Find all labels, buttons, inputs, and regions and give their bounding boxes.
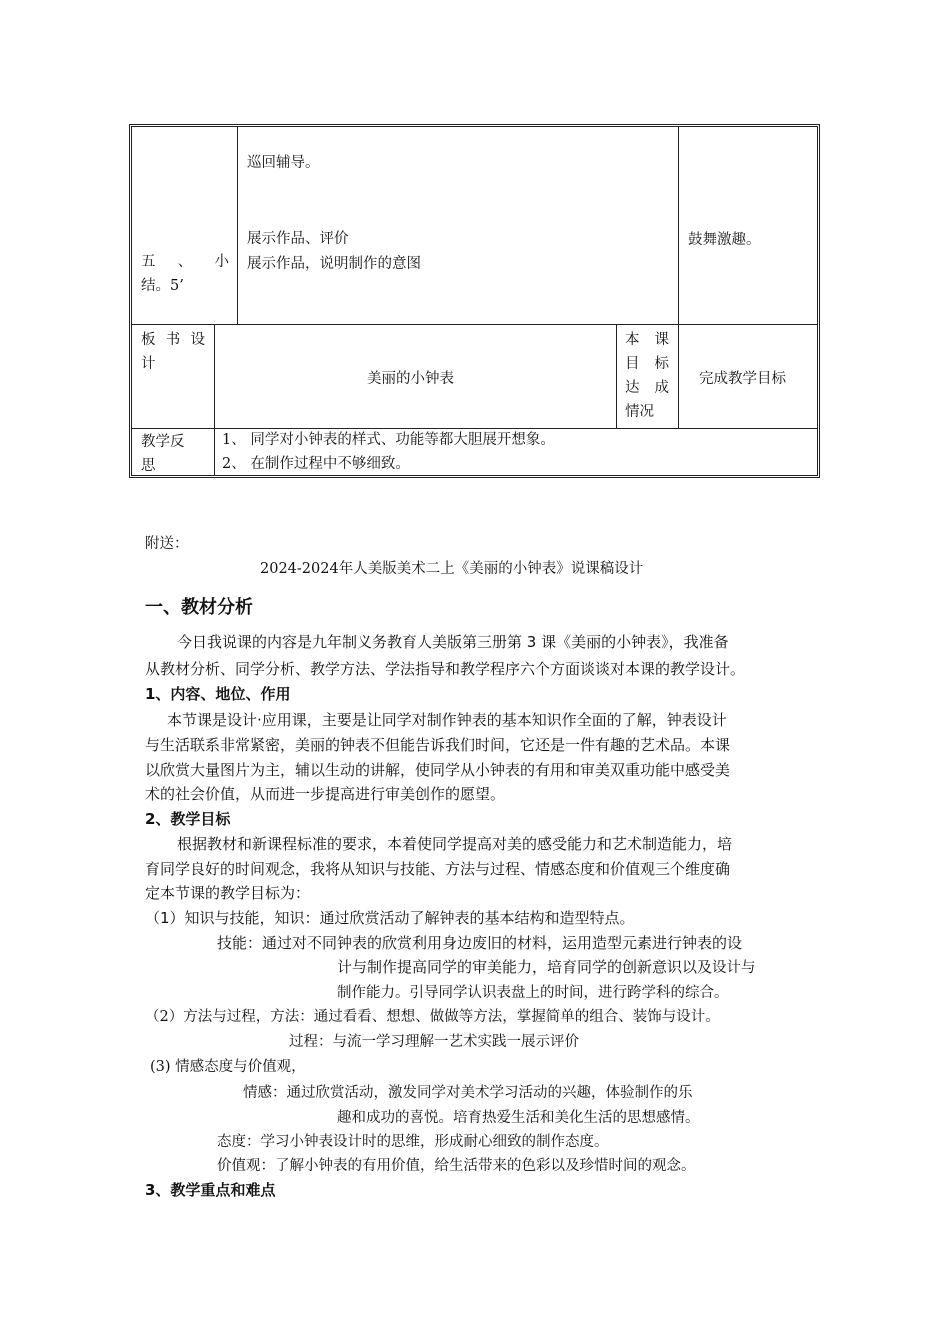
reflection-label-line-2: 思 [141, 458, 156, 474]
stage-line-1 [141, 250, 229, 274]
table-col-divider [678, 324, 679, 428]
goal-skill-text: 计与制作提高同学的审美能力，培育同学的创新意识以及 [337, 958, 713, 976]
label-char: 板 [141, 332, 156, 348]
stage-char: 小 [214, 254, 229, 270]
table-col-divider [678, 127, 679, 324]
goal-emotion-continued: 趣和成功的喜悦。培育热爱生活和美化生活的思想感情。 [337, 1110, 700, 1126]
paragraph-line: 定本节课的教学目标为： [145, 884, 311, 902]
paragraph-line: 术的社会价值，从而进一步提高进行审美创作的愿望。 [145, 785, 506, 803]
label-char: 书 [165, 332, 181, 348]
intro-line: 今日我说课的内容是九年制义务教育人美版第三册第 3 课《美丽的小钟表》，我准备 [177, 633, 729, 651]
reflection-label-line-1: 教学反 [141, 434, 185, 450]
paragraph-line: 本节课是设计·应用课，主要是让同学对制作钟表的基本知识作全面的了解，钟表设计 [167, 711, 727, 729]
board-content: 美丽的小钟表 [367, 371, 454, 387]
goal-emotion: 情感：通过欣赏活动，激发同学对美术学习活动的兴趣，体验制作的乐 [243, 1085, 693, 1101]
board-label-line-2: 计 [141, 356, 156, 372]
goal-label [625, 328, 669, 424]
goal-process: 过程：与流一学习理解一艺术实践一展示评价 [289, 1034, 579, 1050]
table-row-divider [132, 324, 817, 325]
reflection-item: 2、 在制作过程中不够细致。 [222, 456, 410, 472]
paragraph-line: 根据教材和新课程标准的要求，本着使同学提高对美的感受能力和艺术制造能力，培 [177, 835, 733, 853]
subheading-content: 1、内容、地位、作用 [145, 685, 291, 703]
paragraph-line: 与生活联系非常紧密，美丽的钟表不但能告诉我们时间，它还是一件有趣的艺术品。本课 [145, 736, 731, 754]
subheading-goals: 2、教学目标 [145, 810, 231, 828]
label-char: 课 [654, 332, 669, 348]
goal-skill-continued [337, 956, 756, 977]
goal-result: 完成教学目标 [699, 371, 786, 387]
stage-char: 、 [177, 254, 193, 270]
activity-show-evaluate: 展示作品、评价 [247, 231, 349, 247]
lesson-plan-table [129, 124, 820, 478]
goal-label-line [625, 376, 669, 400]
design-intent: 鼓舞激趣。 [688, 232, 761, 248]
goal-skill-continued: 制作能力。引导同学认识表盘上的时间，进行跨学科的综合。 [337, 985, 729, 1001]
paragraph-line: 育同学良好的时间观念，我将从知识与技能、方法与过程、情感态度和价值观三个维度确 [145, 860, 731, 878]
goal-method: （2）方法与过程，方法：通过看看、想想、做做等方法，掌握简单的组合、装饰与设计。 [145, 1009, 720, 1025]
goal-skill: 技能：通过对不同钟表的欣赏利用身边废旧的材料，运用造型元素进行钟表的设 [217, 934, 743, 952]
appendix-label: 附送： [145, 536, 189, 552]
section-heading: 一、教材分析 [145, 597, 253, 618]
table-col-divider [237, 127, 238, 324]
activity-show-explain: 展示作品，说明制作的意图 [247, 256, 421, 272]
board-design-label [141, 328, 205, 376]
goal-attitude: 态度：学习小钟表设计时的思维，形成耐心细致的制作态度。 [217, 1134, 609, 1150]
paragraph-line: 以欣赏大量图片为主，辅以生动的讲解，使同学从小钟表的有用和审美双重功能中感受美 [145, 761, 731, 779]
stage-line-2: 结。5’ [141, 278, 184, 294]
stage-cell [141, 250, 229, 298]
label-char: 标 [654, 356, 669, 372]
reflection-label [141, 430, 185, 478]
label-char: 达 [625, 380, 640, 396]
activity-patrol: 巡回辅导。 [247, 155, 320, 171]
appendix-title: 2024-2024年人美版美术二上《美丽的小钟表》说课稿设计 [260, 561, 644, 577]
goal-label-line [625, 328, 669, 352]
table-col-divider [214, 324, 215, 475]
goal-emotion-heading: (3) 情感态度与价值观， [150, 1059, 306, 1075]
label-char: 设 [190, 332, 205, 348]
reflection-items [222, 428, 555, 476]
reflection-item: 1、 同学对小钟表的样式、功能等都大胆展开想象。 [222, 432, 555, 448]
goal-knowledge: （1）知识与技能，知识：通过欣赏活动了解钟表的基本结构和造型特点。 [145, 909, 635, 927]
goal-skill-text: 设计与 [712, 960, 756, 976]
goal-label-line [625, 352, 669, 376]
stage-char: 五 [141, 254, 156, 270]
goal-value: 价值观：了解小钟表的有用价值，给生活带来的色彩以及珍惜时间的观念。 [217, 1158, 696, 1174]
table-col-divider [616, 324, 617, 428]
label-char: 目 [625, 356, 640, 372]
label-char: 成 [654, 380, 669, 396]
subheading-focus: 3、教学重点和难点 [145, 1181, 276, 1199]
goal-label-line: 情况 [625, 404, 654, 420]
label-char: 本 [625, 332, 640, 348]
board-label-line-1 [141, 328, 205, 352]
intro-line: 从教材分析、同学分析、教学方法、学法指导和教学程序六个方面谈谈对本课的教学设计。 [145, 660, 746, 678]
